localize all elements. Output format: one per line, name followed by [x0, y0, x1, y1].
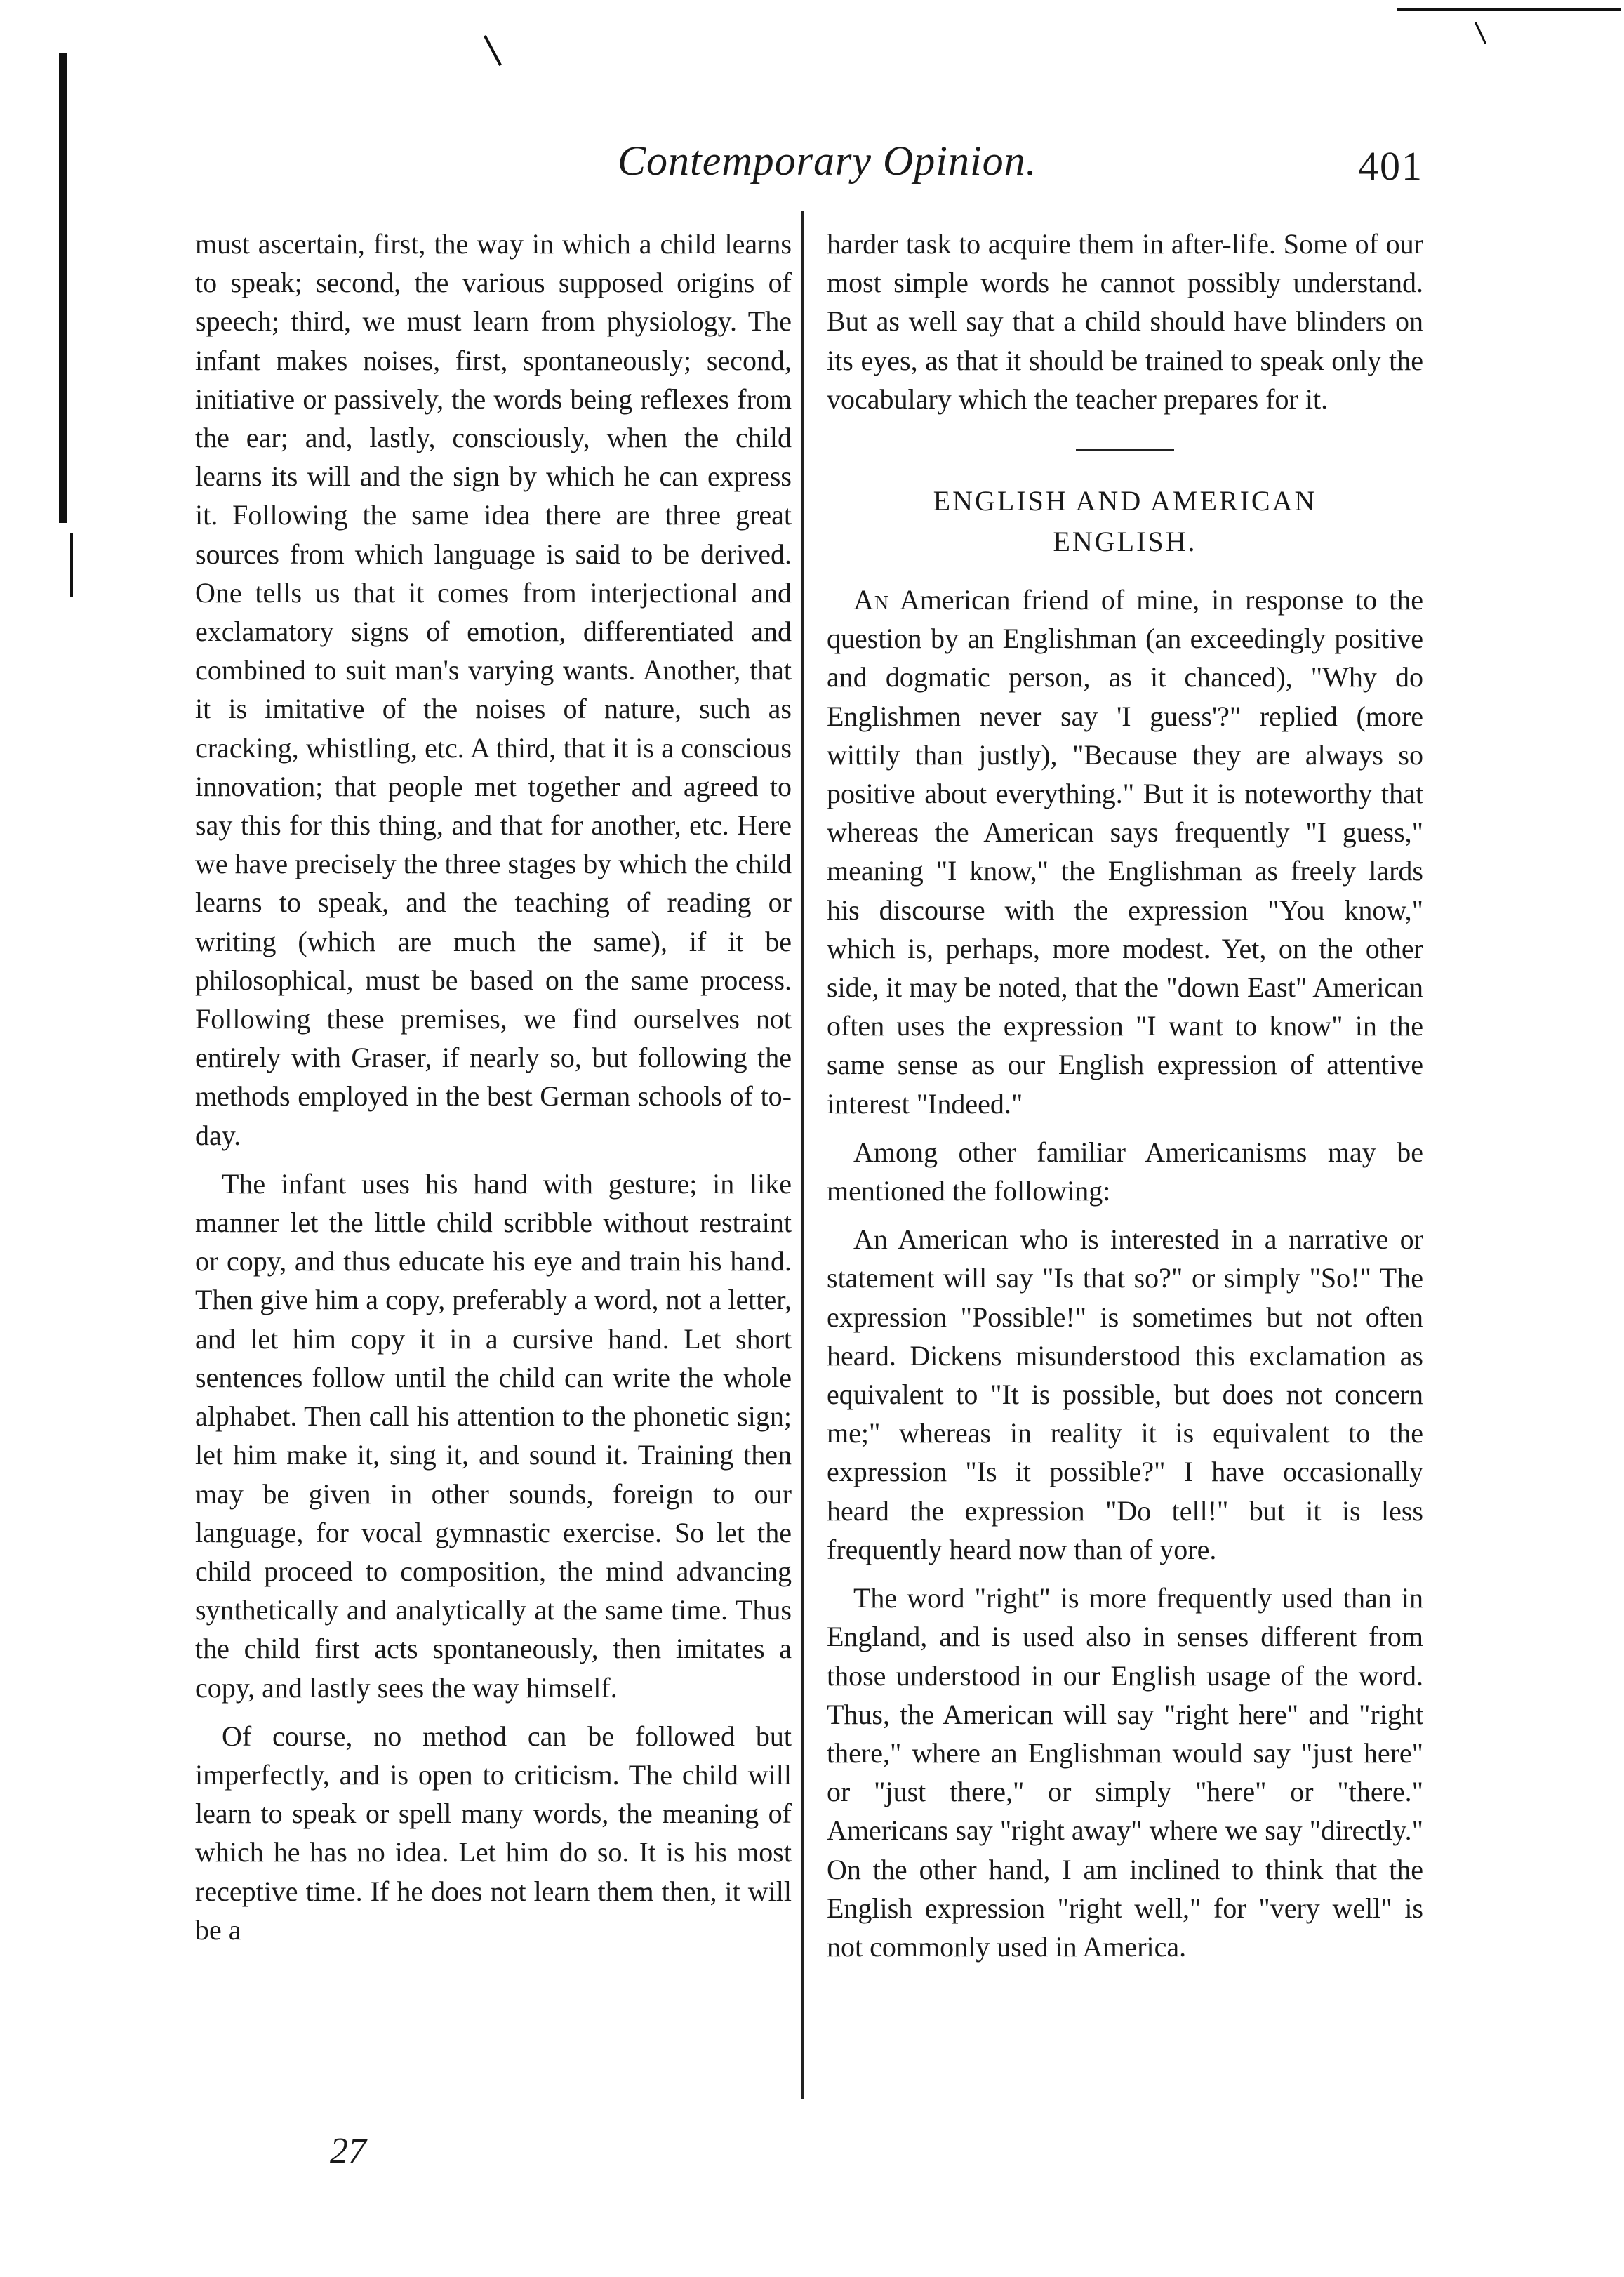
section-title: [827, 481, 1423, 562]
right-paragraph-1: [827, 580, 1423, 1123]
page-number: 401: [1358, 143, 1423, 189]
scan-edge-mark-small: [70, 533, 73, 597]
right-paragraph-1-body: American friend of mine, in response to the question by an Englishman (an exceedingly positive and dogmatic person, as it chanced), "Why do Englishmen never say 'I guess'?" replied (more wittily than justly), "Because they are always so positive about everything." But it is noteworthy that whereas the American says frequently "I guess," meaning "I know," the Englishman as freely lards his discourse with the expression "You know," which is, perhaps, more modest. Yet, on the other side, it may be noted, that the "down East" American often uses the expression "I want to know" in the same sense as our English expression of attentive interest "Indeed.": [827, 584, 1423, 1120]
right-continuation: harder task to acquire them in after-life. Some of our most simple words he cannot possibly understand. But as well say that a child should have blinders on its eyes, as that it should be trained to speak only the vocabulary which the teacher prepares for it.: [827, 228, 1423, 415]
scan-edge-mark: [59, 53, 67, 523]
running-head: Contemporary Opinion.: [618, 138, 1037, 184]
column-divider: [801, 211, 804, 2099]
right-paragraph-4: The word "right" is more frequently used than in England, and is used also in senses different from those understood in our English usage of the word. Thus, the American will say "right here" and "right there," where an Englishman would say "just here" or "just there," or simply "here" or "there." Americans say "right away" where we say "directly." On the other hand, I am inclined to think that the English expression "right well," for "very well" is not commonly used in America.: [827, 1582, 1423, 1963]
section-title-line-1: ENGLISH AND AMERICAN: [933, 485, 1317, 517]
scan-tick-right: [1475, 22, 1486, 44]
left-paragraph-2: The infant uses his hand with gesture; in like manner let the little child scribble without restraint or copy, and thus educate his eye and train his hand. Then give him a copy, preferably a word, not a letter, and let him copy it in a cursive hand. Let short sentences follow until the child can write the whole alphabet. Then call his attention to the phonetic sign; let him make it, sing it, and sound it. Training then may be given in other sounds, foreign to our language, for vocal gymnastic exercise. So let the child proceed to composition, the mind advancing synthetically and analytically at the same time. Thus the child first acts spontaneously, then imitates a copy, and lastly sees the way himself.: [195, 1167, 792, 1704]
left-paragraph-3: Of course, no method can be followed but imperfectly, and is open to criticism. The child will learn to speak or spell many words, the meaning of which he has no idea. Let him do so. It is his most receptive time. If he does not learn them then, it will be a: [195, 1720, 792, 1946]
right-column: [827, 225, 1423, 1976]
page-header: [0, 137, 1624, 200]
section-rule: [1076, 449, 1174, 451]
right-paragraph-2: Among other familiar Americanisms may be mentioned the following:: [827, 1136, 1423, 1207]
lead-in: An: [853, 584, 890, 616]
scan-tick: [484, 35, 502, 66]
left-column: [195, 225, 792, 1959]
right-paragraph-3: An American who is interested in a narrative or statement will say "Is that so?" or simply "So!" The expression "Possible!" is sometimes but not often heard. Dickens misunderstood this exclamation as equivalent to "It is possible, but does not concern me;" whereas in reality it is equivalent to the expression "Is it possible?" I have occasionally heard the expression "Do tell!" but it is less frequently heard now than of yore.: [827, 1223, 1423, 1565]
scan-top-rule: [1397, 8, 1621, 11]
left-paragraph-1: must ascertain, first, the way in which a child learns to speak; second, the various supposed origins of speech; third, we must learn from physiology. The infant makes noises, first, spontaneously; second, initiative or passively, the words being reflexes from the ear; and, lastly, consciously, when the child learns its will and the sign by which he can express it. Following the same idea there are three great sources from which language is said to be derived. One tells us that it comes from interjectional and exclamatory signs of emotion, differentiated and combined to suit man's varying wants. Another, that it is imitative of the noises of nature, such as cracking, whistling, etc. A third, that it is a conscious innovation; that people met together and agreed to say this for this thing, and that for another, etc. Here we have precisely the three stages by which the child learns to speak, and the teaching of reading or writing (which are much the same), if it be philosophical, must be based on the same process. Following these premises, we find ourselves not entirely with Graser, if nearly so, but following the methods employed in the best German schools of to-day.: [195, 228, 792, 1151]
section-title-line-2: ENGLISH.: [1053, 526, 1197, 558]
signature-mark: 27: [330, 2131, 366, 2171]
